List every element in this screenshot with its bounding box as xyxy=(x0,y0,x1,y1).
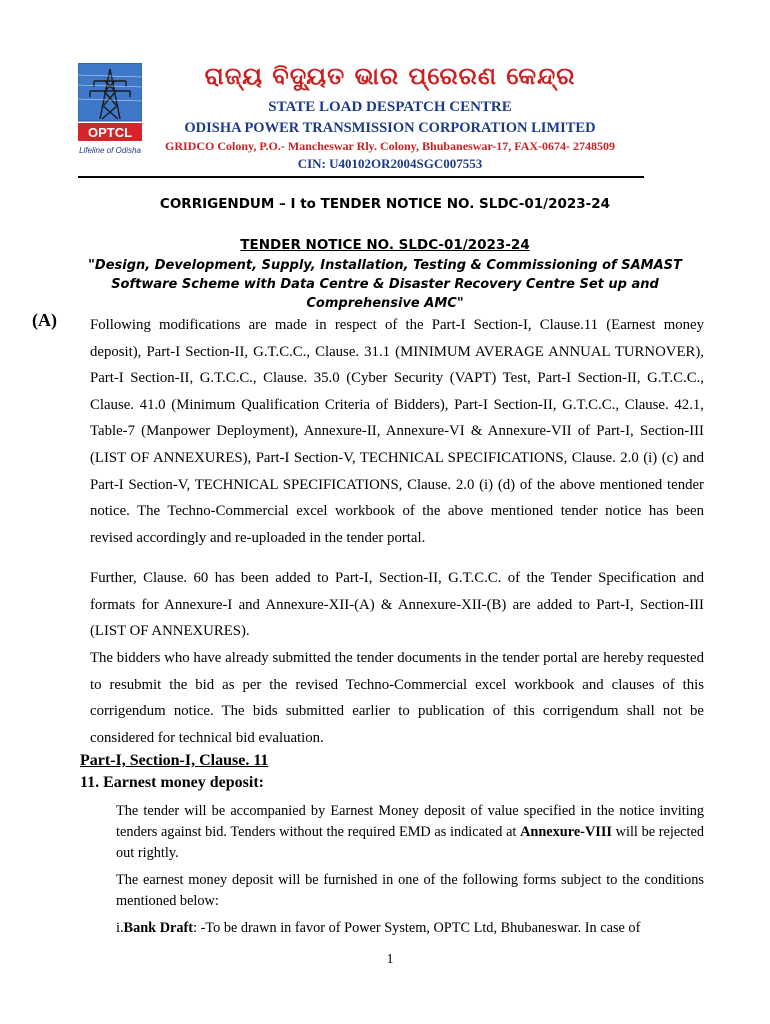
emd-paragraph-1 xyxy=(116,801,704,864)
section-heading: Part-I, Section-I, Clause. 11 xyxy=(80,752,269,769)
tender-notice-title: TENDER NOTICE NO. SLDC-01/2023-24 xyxy=(240,237,530,253)
sub-heading: 11. Earnest money deposit: xyxy=(80,774,264,791)
optcl-logo xyxy=(78,63,142,157)
bank-draft-label: Bank Draft xyxy=(123,920,194,936)
paragraph-modifications: Following modifications are made in respect of the Part-I Section-I, Clause.11 (Earnest money deposit), Part-I Section-II, G.T.C.C., Clause. 31.1 (MINIMUM AVERAGE ANNUAL TURNOVER), Part-I Section-II, G.T.C.C., Clause. 35.0 (Cyber Security (VAPT) Test, Part-I Section-II, G.T.C.C., Clause. 41.0 (Minimum Qualification Criteria of Bidders), Part-I Section-II, G.T.C.C., Clause. 42.1, Table-7 (Manpower Deployment), Annexure-II, Annexure-VI & Annexure-VII of Part-I, Section-III (LIST OF ANNEXURES), Part-I Section-V, TECHNICAL SPECIFICATIONS, Clause. 2.0 (i) (c) and Part-I Section-V, TECHNICAL SPECIFICATIONS, Clause. 2.0 (i) (d) of the above mentioned tender notice. The Techno-Commercial excel workbook of the above mentioned tender notice has been revised accordingly and re-uploaded in the tender portal. xyxy=(90,317,704,546)
org-line-sldc: STATE LOAD DESPATCH CENTRE xyxy=(268,99,512,115)
tender-description: "Design, Development, Supply, Installation, Testing & Commissioning of SAMAST Software Scheme with Data Centre & Disaster Recovery Centre Set up and Comprehensive AMC" xyxy=(88,258,682,311)
svg-text:OPTCL: OPTCL xyxy=(87,125,133,140)
section-a-label: (A) xyxy=(32,310,57,330)
cin-line: CIN: U40102OR2004SGC007553 xyxy=(297,156,483,171)
odia-title: ରାଜ୍ୟ ବିଦ୍ୟୁତ ଭାର ପ୍ରେରଣ କେନ୍ଦ୍ର xyxy=(204,62,576,90)
corrigendum-title: CORRIGENDUM – I to TENDER NOTICE NO. SLDC-01/2023-24 xyxy=(159,196,611,212)
item-prefix: i. xyxy=(116,920,124,936)
address-line: GRIDCO Colony, P.O.- Mancheswar Rly. Colony, Bhubaneswar-17, FAX-0674- 2748509 xyxy=(164,139,616,153)
org-line-optcl: ODISHA POWER TRANSMISSION CORPORATION LIMITED xyxy=(184,120,596,136)
page-number: 1 xyxy=(386,952,394,967)
annexure-viii-ref: Annexure-VIII xyxy=(520,824,612,840)
paragraph-further: Further, Clause. 60 has been added to Part-I, Section-II, G.T.C.C. of the Tender Specification and formats for Annexure-I and Annexure-XII-(A) & Annexure-XII-(B) are added to Part-I, Section-III (LIST OF ANNEXURES). xyxy=(90,570,704,639)
bank-draft-text: : -To be drawn in favor of Power System, OPTC Ltd, Bhubaneswar. In case of xyxy=(193,920,641,936)
emd-paragraph-2: The earnest money deposit will be furnished in one of the following forms subject to the conditions mentioned below: xyxy=(116,872,704,909)
svg-text:Lifeline of Odisha: Lifeline of Odisha xyxy=(79,146,141,155)
emd-para1-end: will be rejected out rightly. xyxy=(116,824,704,861)
paragraph-bidders: The bidders who have already submitted the tender documents in the tender portal are hereby requested to resubmit the bid as per the revised Techno-Commercial excel workbook and clauses of this corrigendum notice. The bids submitted earlier to publication of this corrigendum shall not be considered for technical bid evaluation. xyxy=(90,650,704,746)
header-divider xyxy=(78,176,644,178)
emd-para1-text: The tender will be accompanied by Earnest Money deposit of value specified in the notice inviting tenders against bid. Tenders without the required EMD as indicated at xyxy=(116,803,704,840)
emd-item-bank-draft xyxy=(116,918,704,939)
